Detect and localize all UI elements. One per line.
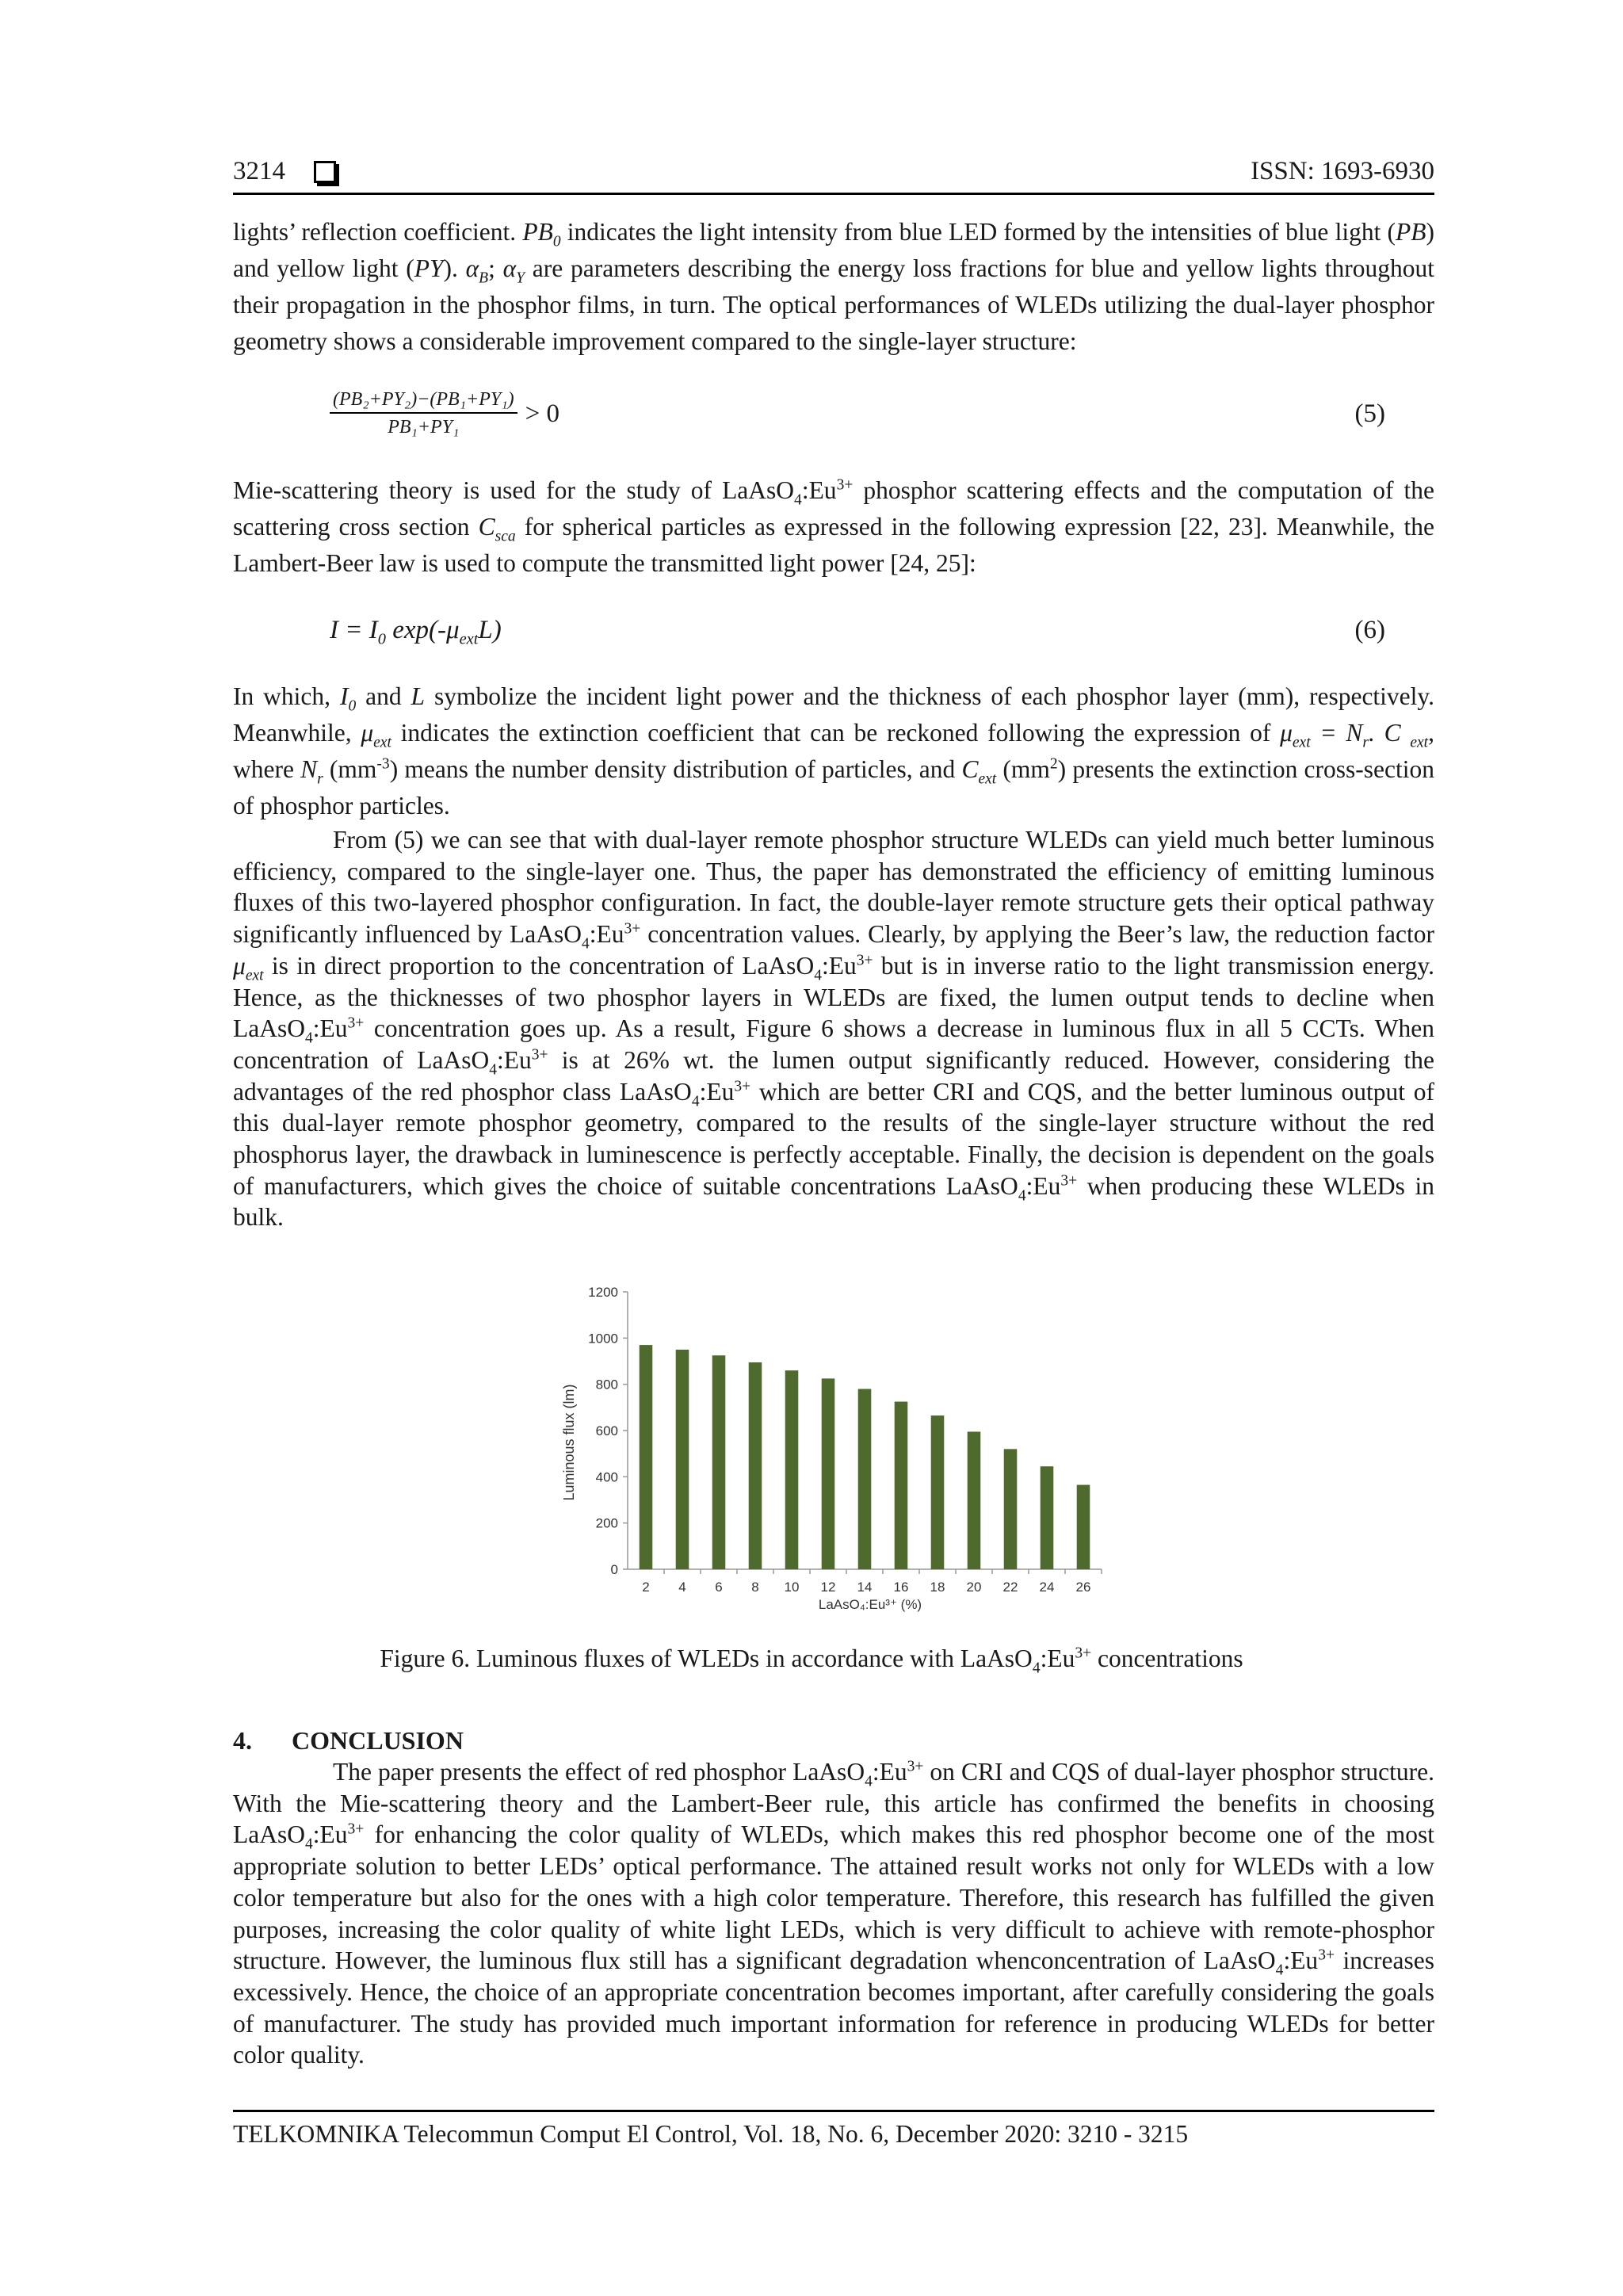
bar — [931, 1415, 945, 1569]
x-tick-label: 4 — [678, 1580, 686, 1595]
paragraph-2: Mie-scattering theory is used for the study of $LaAsO_4:Eu^{3+}$ phosphor scattering effects and the computation of the scattering cross section $C_{sca}$ for spherical particles as expressed in the following expression [22, 23]. Meanwhile, the Lambert-Beer law is used to compute the transmitted light power [24, 25]: — [233, 476, 1434, 577]
bar — [712, 1355, 726, 1569]
x-tick-label: 2 — [642, 1580, 650, 1595]
y-tick-label: 600 — [595, 1423, 618, 1438]
equation-6-label: (6) — [1354, 615, 1385, 644]
section-number: 4. — [233, 1726, 252, 1755]
section-heading — [233, 1726, 464, 1755]
x-tick-label: 12 — [820, 1580, 836, 1595]
conclusion-paragraph: The paper presents the effect of red phosphor $LaAsO_4:Eu^{3+}$ on CRI and CQS of dual-layer phosphor structure. With the Mie-scattering theory and the Lambert-Beer rule, this article has confirmed the benefits in choosing $LaAsO_4:Eu^{3+}$ for enhancing the color quality of WLEDs, which makes this red phosphor become one of the most appropriate solution to better LEDs’ optical performance. The attained result works not only for WLEDs with a low color temperature but also for the ones with a high color temperature. Therefore, this research has fulfilled the given purposes, increasing the color quality of white light LEDs, which is very difficult to achieve with remote-phosphor structure. However, the luminous flux still has a significant degradation whenconcentration of $LaAsO_4:Eu^{3+}$ increases excessively. Hence, the choice of an appropriate concentration becomes important, after carefully considering the goals of manufacturer. The study has provided much important information for reference in producing WLEDs for better color quality. — [233, 1758, 1434, 2069]
bar — [640, 1345, 653, 1569]
bar — [1041, 1466, 1054, 1569]
bar — [676, 1350, 689, 1569]
figure-6-caption: Figure 6. Luminous fluxes of WLEDs in accordance with $LaAsO_4:Eu^{3+}$ concentrations — [380, 1645, 1243, 1677]
equation-5-label: (5) — [1354, 399, 1385, 428]
bar — [1004, 1449, 1018, 1569]
x-tick-label: 26 — [1075, 1580, 1091, 1595]
bar-chart — [555, 1276, 1109, 1617]
x-tick-label: 18 — [930, 1580, 945, 1595]
issn: ISSN: 1693-6930 — [1251, 157, 1434, 185]
bar — [749, 1362, 762, 1569]
x-tick-label: 14 — [857, 1580, 873, 1595]
bar — [895, 1402, 908, 1569]
x-tick-label: 22 — [1002, 1580, 1018, 1595]
plot-area — [588, 1285, 1102, 1595]
equation-5: $\frac{\text{(PB₂+PY₂)−(PB₁+PY₁)}}{\text{PB₁+PY₁}}$ > 0 (5) — [330, 390, 1385, 437]
journal-citation: TELKOMNIKA Telecommun Comput El Control, Vol. 18, No. 6, December 2020: 3210 - 3215 — [233, 2120, 1189, 2148]
y-axis-label: Luminous flux (lm) — [561, 1384, 577, 1501]
x-tick-label: 24 — [1039, 1580, 1055, 1595]
figure-6-chart — [555, 1276, 1109, 1617]
y-tick-label: 0 — [610, 1562, 618, 1577]
x-axis-label: LaAsO₄:Eu³⁺ (%) — [818, 1597, 922, 1612]
y-tick-label: 1000 — [588, 1331, 618, 1347]
bar — [858, 1389, 872, 1570]
page-header — [233, 155, 1434, 195]
y-tick-label: 800 — [595, 1377, 618, 1392]
bar — [822, 1378, 835, 1569]
page-footer — [233, 2110, 1434, 2149]
paragraph-4: From (5) we can see that with dual-layer remote phosphor structure WLEDs can yield much better luminous efficiency, compared to the single-layer one. Thus, the paper has demonstrated the efficiency of emitting luminous fluxes of this two-layered phosphor configuration. In fact, the double-layer remote structure gets their optical pathway significantly influenced by $LaAsO_4:Eu^{3+}$ concentration values. Clearly, by applying the Beer’s law, the reduction factor $\mu_{ext}$ is in direct proportion to the concentration of $LaAsO_4:Eu^{3+}$ but is in inverse ratio to the light transmission energy. Hence, as the thicknesses of two phosphor layers in WLEDs are fixed, the lumen output tends to decline when $LaAsO_4:Eu^{3+}$ concentration goes up. As a result, Figure 6 shows a decrease in luminous flux in all 5 CCTs. When concentration of $LaAsO_4:Eu^{3+}$ is at 26% wt. the lumen output significantly reduced. However, considering the advantages of the red phosphor class $LaAsO_4:Eu^{3+}$ which are better CRI and CQS, and the better luminous output of this dual-layer remote phosphor geometry, compared to the results of the single-layer structure without the red phosphorus layer, the drawback in luminescence is perfectly acceptable. Finally, the decision is dependent on the goals of manufacturers, which gives the choice of suitable concentrations $LaAsO_4:Eu^{3+}$ when producing these WLEDs in bulk. — [233, 826, 1435, 1232]
section-title: CONCLUSION — [292, 1726, 464, 1755]
y-tick-label: 1200 — [588, 1285, 618, 1300]
x-tick-label: 10 — [784, 1580, 800, 1595]
x-tick-label: 8 — [751, 1580, 759, 1595]
bar — [1077, 1485, 1090, 1569]
paragraph-3: In which, $I_0$ and L symbolize the incident light power and the thickness of each phosphor layer (mm), respectively. Meanwhile, $\mu_{ext}$ indicates the extinction coefficient that can be reckoned following the expression of $\mu_{ext} = N_r$. C $_{ext}$, where $N_r$ $(mm^{-3})$ means the number density distribution of particles, and $C_{ext}$ $(mm^2)$ presents the extinction cross-section of phosphor particles. — [233, 682, 1434, 819]
page-number: 3214 — [233, 157, 285, 185]
x-tick-label: 20 — [966, 1580, 982, 1595]
x-tick-label: 6 — [715, 1580, 723, 1595]
square-bullet-icon — [314, 161, 336, 183]
bar — [968, 1431, 981, 1569]
bar — [785, 1370, 799, 1569]
x-tick-label: 16 — [893, 1580, 909, 1595]
equation-6: $I = I_0$ $\exp(-\mu_{ext}L)$ (6) — [330, 615, 1385, 648]
y-tick-label: 200 — [595, 1515, 618, 1531]
y-tick-label: 400 — [595, 1469, 618, 1485]
equation-5-fraction: $\frac{\text{(PB₂+PY₂)−(PB₁+PY₁)}}{\text{PB₁+PY₁}}$ — [330, 389, 517, 438]
paragraph-1: lights’ reflection coefficient. $PB_0$ indicates the light intensity from blue LED formed by the intensities of blue light (PB) and yellow light (PY). $\alpha_B$; $\alpha_Y$ are parameters describing the energy loss fractions for blue and yellow lights throughout their propagation in the phosphor films, in turn. The optical performances of WLEDs utilizing the dual-layer phosphor geometry shows a considerable improvement compared to the single-layer structure: — [233, 218, 1434, 355]
